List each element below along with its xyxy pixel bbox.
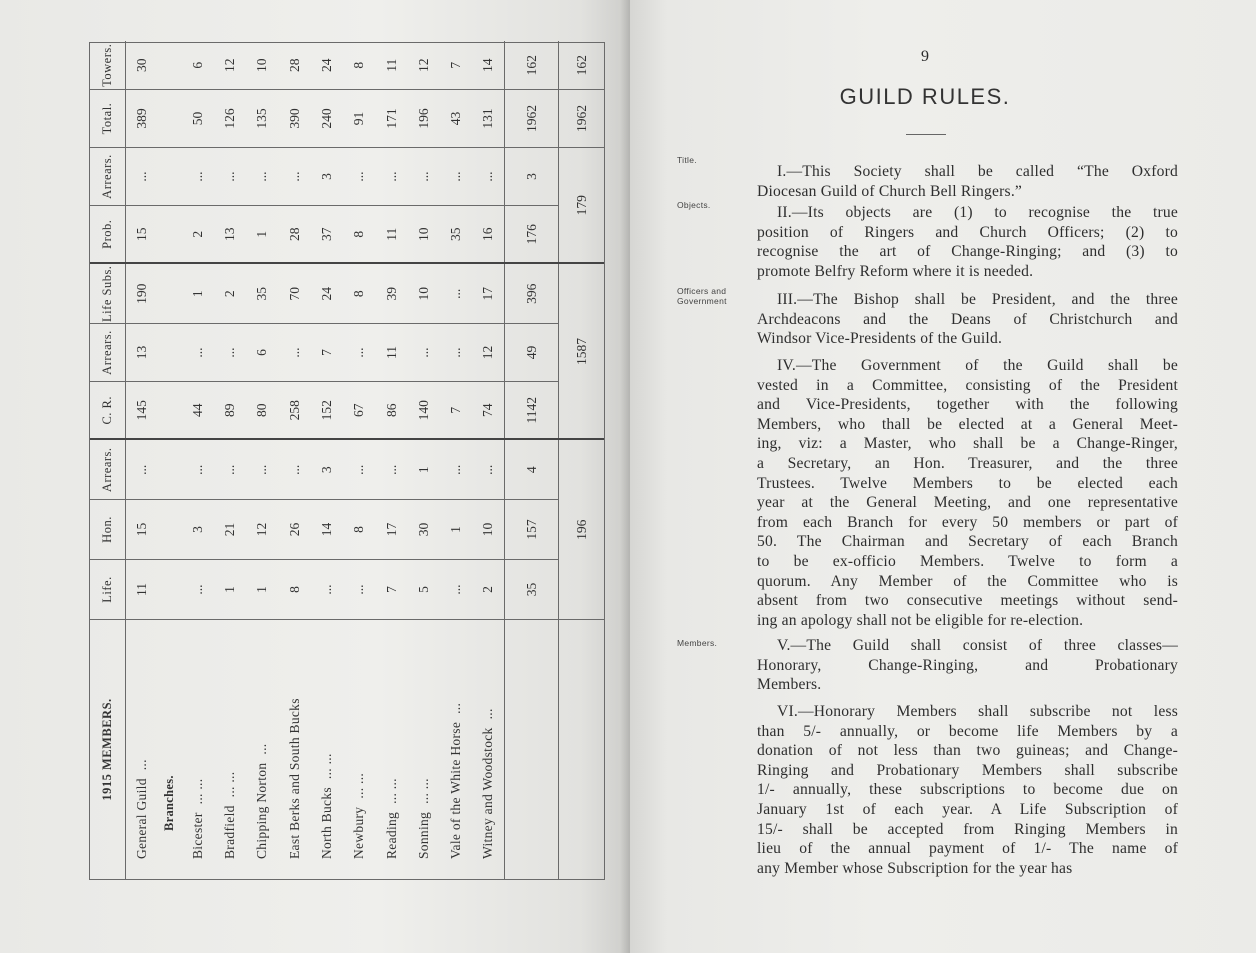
branch-name: Chipping Norton: [254, 762, 270, 859]
empty-cell: [158, 90, 182, 148]
cell-total: 43: [440, 90, 472, 148]
cell-life_subs: 24: [311, 264, 343, 324]
cell-arrears1: ...: [214, 440, 246, 500]
row-name: [408, 620, 440, 880]
cell-life_subs: 39: [376, 264, 408, 324]
cell-hon: 30: [408, 500, 440, 560]
cell-prob: 35: [440, 206, 472, 264]
table-row: [279, 42, 311, 880]
cell-cr: 140: [408, 382, 440, 440]
cell-hon: 8: [343, 500, 375, 560]
cell-arrears3: ...: [246, 148, 278, 206]
cell-prob: 28: [279, 206, 311, 264]
branch-name: Bicester: [189, 812, 205, 859]
total-life_subs: 396: [505, 264, 559, 324]
rule-line: Diocesan Guild of Church Bell Ringers.”: [757, 182, 1023, 200]
cell-arrears1: ...: [246, 440, 278, 500]
total-hon: 157: [505, 500, 559, 560]
rule-line: Honorary, Change-Ringing, and Probationary: [757, 656, 1178, 674]
branch-name: Newbury: [351, 806, 367, 859]
column-header: Total.: [89, 90, 126, 148]
cell-life: 11: [126, 560, 158, 620]
column-header: Life.: [89, 560, 126, 620]
row-name: [279, 620, 311, 880]
total-towers: 162: [505, 42, 559, 90]
total-life: 35: [505, 560, 559, 620]
cell-arrears1: ...: [376, 440, 408, 500]
cell-towers: 12: [214, 42, 246, 90]
column-header: Arrears.: [89, 324, 126, 382]
row-name: [246, 620, 278, 880]
rule-line: lieu of the annual payment of 1/- The name of: [757, 840, 1178, 858]
rule-4: [757, 356, 1178, 630]
cell-total: 91: [343, 90, 375, 148]
members-table-container: [89, 42, 605, 880]
empty-cell: [158, 264, 182, 324]
grand-cr-group: 1587: [559, 264, 605, 440]
empty-cell: [158, 324, 182, 382]
total-arrears1: 4: [505, 440, 559, 500]
cell-arrears2: 6: [246, 324, 278, 382]
cell-hon: 17: [376, 500, 408, 560]
leader-dots: ... ...: [222, 771, 238, 798]
margin-note-officers-line2: Government: [677, 296, 727, 306]
cell-arrears1: ...: [343, 440, 375, 500]
cell-cr: 74: [472, 382, 504, 440]
rule-line: than 5/- annually, or become life Members by a: [757, 722, 1178, 740]
cell-life: 1: [214, 560, 246, 620]
cell-total: 126: [214, 90, 246, 148]
cell-hon: 21: [214, 500, 246, 560]
rule-line: ing an apology shall not be eligible for re-election.: [757, 611, 1084, 629]
table-row: [376, 42, 408, 880]
cell-towers: 11: [376, 42, 408, 90]
row-name: [182, 620, 214, 880]
cell-arrears1: 3: [311, 440, 343, 500]
rule-line: IV.—The Government of the Guild shall be: [777, 357, 1178, 374]
table-row: [214, 42, 246, 880]
cell-arrears3: ...: [279, 148, 311, 206]
cell-cr: 145: [126, 382, 158, 440]
column-header: Hon.: [89, 500, 126, 560]
rule-line: III.—The Bishop shall be President, and the three: [777, 291, 1178, 308]
cell-arrears1: ...: [472, 440, 504, 500]
page-number: 9: [921, 48, 929, 65]
cell-arrears3: ...: [182, 148, 214, 206]
cell-life: ...: [311, 560, 343, 620]
cell-towers: 7: [440, 42, 472, 90]
cell-cr: 44: [182, 382, 214, 440]
row-name: [214, 620, 246, 880]
cell-towers: 28: [279, 42, 311, 90]
rule-line: any Member whose Subscription for the year has: [757, 859, 1073, 877]
cell-arrears3: ...: [126, 148, 158, 206]
leader-dots: ...: [448, 702, 464, 714]
cell-total: 171: [376, 90, 408, 148]
cell-cr: 89: [214, 382, 246, 440]
column-header: C. R.: [89, 382, 126, 440]
rule-line: and Vice-Presidents, together with the following: [757, 396, 1178, 414]
column-header: Towers.: [89, 42, 126, 90]
leader-dots: ...: [134, 759, 150, 771]
margin-note-officers-line1: Officers and: [677, 286, 727, 296]
cell-cr: 80: [246, 382, 278, 440]
grand-totals-row: [559, 42, 605, 880]
leader-dots: ... ...: [415, 778, 431, 804]
total-prob: 176: [505, 206, 559, 264]
table-row: [126, 42, 158, 880]
rule-line: January 1st of each year. A Life Subscription of: [757, 800, 1178, 818]
total-cr: 1142: [505, 382, 559, 440]
cell-cr: 152: [311, 382, 343, 440]
rule-line: ing, viz: a Master, who shall be a Change-Ringer,: [757, 435, 1178, 453]
table-row: [311, 42, 343, 880]
cell-life_subs: 17: [472, 264, 504, 324]
cell-life_subs: 1: [182, 264, 214, 324]
grand-label-cell: [559, 620, 605, 880]
rule-line: recognise the art of Change-Ringing; and (3) to: [757, 243, 1178, 261]
cell-prob: 15: [126, 206, 158, 264]
rule-line: to be ex-officio Members. Twelve to form a: [757, 552, 1178, 570]
cell-arrears3: ...: [440, 148, 472, 206]
table-header-row: [89, 42, 126, 880]
cell-arrears1: 1: [408, 440, 440, 500]
column-header: 1915 MEMBERS.: [89, 620, 126, 880]
section-label: Branches.: [158, 620, 182, 880]
row-name: [440, 620, 472, 880]
empty-cell: [158, 42, 182, 90]
cell-arrears3: ...: [343, 148, 375, 206]
row-name: [126, 620, 158, 880]
table-row: [408, 42, 440, 880]
cell-hon: 3: [182, 500, 214, 560]
table-row: [472, 42, 504, 880]
margin-note-members: Members.: [677, 638, 718, 648]
cell-towers: 24: [311, 42, 343, 90]
cell-arrears2: ...: [279, 324, 311, 382]
branch-name: Vale of the White Horse: [448, 721, 464, 859]
empty-cell: [158, 560, 182, 620]
cell-total: 50: [182, 90, 214, 148]
rule-3: [757, 290, 1178, 349]
cell-towers: 30: [126, 42, 158, 90]
cell-arrears3: ...: [376, 148, 408, 206]
rule-line: V.—The Guild shall consist of three classes—: [777, 637, 1178, 654]
rule-line: VI.—Honorary Members shall subscribe not less: [777, 703, 1178, 720]
row-name: [472, 620, 504, 880]
rule-line: a Secretary, an Hon. Treasurer, and the three: [757, 454, 1178, 472]
rule-line: absent from two consecutive meetings without send-: [757, 592, 1178, 610]
rule-line: promote Belfry Reform where it is needed.: [757, 262, 1034, 280]
row-name: [311, 620, 343, 880]
cell-arrears3: ...: [472, 148, 504, 206]
cell-arrears3: ...: [214, 148, 246, 206]
cell-prob: 8: [343, 206, 375, 264]
totals-label-cell: [505, 620, 559, 880]
cell-hon: 1: [440, 500, 472, 560]
branch-name: North Bucks: [319, 787, 335, 859]
cell-arrears1: ...: [279, 440, 311, 500]
rule-line: I.—This Society shall be called “The Oxford: [777, 163, 1178, 180]
branch-name: Bradfield: [222, 805, 238, 859]
totals-row: [505, 42, 559, 880]
column-header: Prob.: [89, 206, 126, 264]
cell-towers: 14: [472, 42, 504, 90]
cell-towers: 6: [182, 42, 214, 90]
cell-arrears2: ...: [214, 324, 246, 382]
cell-prob: 1: [246, 206, 278, 264]
leader-dots: ... ...: [319, 753, 335, 780]
rule-1: [757, 162, 1178, 201]
column-header: Arrears.: [89, 440, 126, 500]
leader-dots: ... ...: [189, 778, 205, 805]
cell-total: 389: [126, 90, 158, 148]
cell-cr: 86: [376, 382, 408, 440]
table-row: [343, 42, 375, 880]
total-arrears3: 3: [505, 148, 559, 206]
cell-total: 390: [279, 90, 311, 148]
cell-arrears2: ...: [440, 324, 472, 382]
cell-life: 2: [472, 560, 504, 620]
cell-arrears2: 12: [472, 324, 504, 382]
branch-name: East Berks and South Bucks: [286, 698, 302, 859]
leader-dots: [287, 690, 302, 698]
cell-hon: 14: [311, 500, 343, 560]
cell-arrears1: ...: [440, 440, 472, 500]
rule-5: [757, 636, 1178, 695]
empty-cell: [158, 206, 182, 264]
cell-total: 196: [408, 90, 440, 148]
row-name: [343, 620, 375, 880]
margin-note-objects: Objects.: [677, 200, 711, 210]
cell-hon: 15: [126, 500, 158, 560]
empty-cell: [158, 382, 182, 440]
rule-line: Archdeacons and the Deans of Christchurch and: [757, 310, 1178, 328]
empty-cell: [158, 440, 182, 500]
margin-note-officers: [677, 286, 727, 306]
cell-arrears1: ...: [126, 440, 158, 500]
rule-line: position of Ringers and Church Officers; (2) to: [757, 223, 1178, 241]
rule-line: 15/- shall be accepted from Ringing Members in: [757, 820, 1178, 838]
cell-life_subs: 8: [343, 264, 375, 324]
margin-note-title: Title.: [677, 155, 697, 165]
branch-name: Reading: [383, 811, 399, 859]
page-title: GUILD RULES.: [839, 84, 1011, 109]
column-header: Life Subs.: [89, 264, 126, 324]
cell-arrears2: 13: [126, 324, 158, 382]
rule-line: from each Branch for every 50 members or part of: [757, 513, 1178, 531]
cell-life: ...: [182, 560, 214, 620]
cell-arrears2: 7: [311, 324, 343, 382]
empty-cell: [158, 148, 182, 206]
rule-line: Members.: [757, 676, 822, 694]
cell-life: 5: [408, 560, 440, 620]
cell-life: 8: [279, 560, 311, 620]
rule-line: Members, who thall be elected at a General Meet-: [757, 415, 1178, 433]
cell-prob: 13: [214, 206, 246, 264]
section-row: [158, 42, 182, 880]
leader-dots: ... ...: [351, 772, 367, 799]
rule-line: vested in a Committee, consisting of the President: [757, 376, 1178, 394]
members-table-rotated: [89, 42, 605, 880]
cell-life_subs: 2: [214, 264, 246, 324]
cell-towers: 12: [408, 42, 440, 90]
cell-towers: 10: [246, 42, 278, 90]
leader-dots: ... ...: [383, 778, 399, 804]
members-table: [89, 42, 605, 881]
rule-2: [757, 203, 1178, 281]
table-row: [182, 42, 214, 880]
cell-life: ...: [343, 560, 375, 620]
grand-hon-group: 196: [559, 440, 605, 620]
rule-line: year at the General Meeting, and one representative: [757, 494, 1178, 512]
cell-prob: 2: [182, 206, 214, 264]
cell-total: 131: [472, 90, 504, 148]
cell-total: 135: [246, 90, 278, 148]
cell-life_subs: 190: [126, 264, 158, 324]
cell-arrears2: ...: [182, 324, 214, 382]
total-total: 1962: [505, 90, 559, 148]
branch-name: Witney and Woodstock: [480, 727, 496, 859]
cell-cr: 67: [343, 382, 375, 440]
column-header: Arrears.: [89, 148, 126, 206]
rule-line: 1/- annually, these subscriptions to become due on: [757, 781, 1178, 799]
table-row: [440, 42, 472, 880]
rule-line: II.—Its objects are (1) to recognise the true: [777, 204, 1178, 221]
cell-hon: 10: [472, 500, 504, 560]
cell-arrears1: ...: [182, 440, 214, 500]
cell-arrears2: ...: [343, 324, 375, 382]
rule-line: Windsor Vice-Presidents of the Guild.: [757, 330, 1003, 348]
cell-total: 240: [311, 90, 343, 148]
title-divider: [906, 134, 946, 135]
rule-line: Trustees. Twelve Members to be elected each: [757, 474, 1178, 492]
cell-life: 7: [376, 560, 408, 620]
leader-dots: ...: [254, 743, 270, 755]
cell-arrears2: ...: [408, 324, 440, 382]
cell-prob: 37: [311, 206, 343, 264]
cell-cr: 7: [440, 382, 472, 440]
cell-prob: 11: [376, 206, 408, 264]
rule-line: donation of not less than two guineas; and Change-: [757, 742, 1178, 760]
cell-arrears3: 3: [311, 148, 343, 206]
branch-name: General Guild: [134, 778, 150, 859]
cell-towers: 8: [343, 42, 375, 90]
cell-life: ...: [440, 560, 472, 620]
leader-dots: ...: [480, 708, 496, 720]
branch-name: Sonning: [415, 811, 431, 859]
rule-line: quorum. Any Member of the Committee who is: [757, 572, 1178, 590]
table-row: [246, 42, 278, 880]
cell-life_subs: 10: [408, 264, 440, 324]
cell-hon: 26: [279, 500, 311, 560]
cell-arrears3: ...: [408, 148, 440, 206]
row-name: [376, 620, 408, 880]
cell-prob: 16: [472, 206, 504, 264]
grand-total: 1962: [559, 90, 605, 148]
grand-towers: 162: [559, 42, 605, 90]
cell-life: 1: [246, 560, 278, 620]
cell-arrears2: 11: [376, 324, 408, 382]
cell-prob: 10: [408, 206, 440, 264]
empty-cell: [158, 500, 182, 560]
cell-life_subs: 70: [279, 264, 311, 324]
grand-prob-group: 179: [559, 148, 605, 264]
total-arrears2: 49: [505, 324, 559, 382]
cell-hon: 12: [246, 500, 278, 560]
cell-cr: 258: [279, 382, 311, 440]
rule-line: Ringing and Probationary Members shall subscribe: [757, 761, 1178, 779]
rule-6: [757, 702, 1178, 878]
cell-life_subs: ...: [440, 264, 472, 324]
cell-life_subs: 35: [246, 264, 278, 324]
rule-line: 50. The Chairman and Secretary of each Branch: [757, 533, 1178, 551]
